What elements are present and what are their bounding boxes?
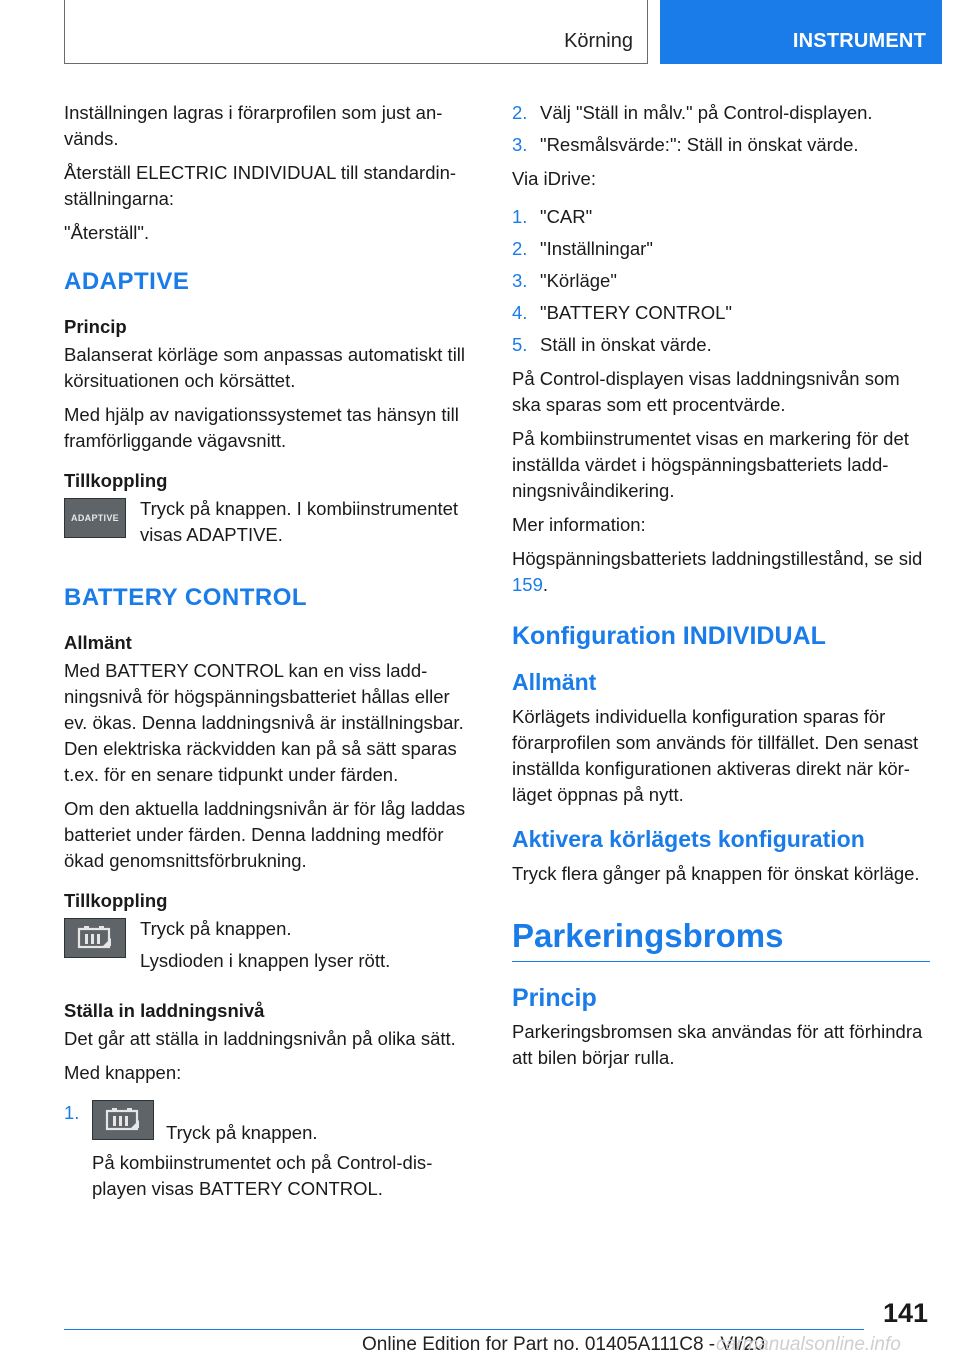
adaptive-activation-row: [64, 496, 478, 554]
battery-activation-heading: Tillkoppling: [64, 890, 168, 911]
battery-general-p1: Med BATTERY CONTROL kan en viss laddningsnivå för högspänningsbatteriet hållas eller ev. ökas. Denna laddningsnivå är inställningsbar. Den elektriska räckvidden kan på så sätt sparas t.ex. för en senare tidpunkt under färden.: [64, 660, 464, 785]
adaptive-activation-heading: Tillkoppling: [64, 470, 168, 491]
step-text: "Körläge": [540, 270, 617, 291]
step-text: Tryck på knappen.: [166, 1122, 318, 1143]
battery-icon: [103, 1107, 143, 1133]
step-number: 4.: [512, 302, 528, 323]
battery-activation-row: [64, 916, 478, 980]
step-number: 3.: [512, 270, 528, 291]
step-text: Välj "Ställ in målv." på Control-displayen.: [540, 102, 873, 123]
list-item: [512, 132, 930, 158]
header-chapter-tab: [660, 0, 942, 64]
intro-paragraph-2: Återställ ELECTRIC INDIVIDUAL till standardinställningarna:: [64, 162, 457, 209]
config-general-p: Körlägets individuella konfiguration sparas för förarprofilen som används för tillfället. Den senast inställda konfigurationen aktiveras direkt när körläget öppnas på nytt.: [512, 706, 919, 805]
battery-button-icon-step: [92, 1100, 154, 1140]
adaptive-principle-p1: Balanserat körläge som anpassas automatiskt till körsituationen och körsättet.: [64, 344, 466, 391]
footer-divider: [64, 1329, 864, 1330]
step-number: 1.: [512, 206, 528, 227]
steps-list-b: [512, 204, 930, 358]
parking-principle-heading: Princip: [512, 984, 597, 1012]
step-text: "Inställningar": [540, 238, 653, 259]
activate-config-heading: Aktivera körlägets konfiguration: [512, 826, 865, 852]
page-reference-link[interactable]: 159: [512, 574, 543, 595]
right-paragraph-1: På Control-displayen visas laddningsnivån som ska sparas som ett procentvärde.: [512, 368, 900, 415]
set-level-steps: [64, 1100, 478, 1202]
step-text: "BATTERY CONTROL": [540, 302, 733, 323]
footer-edition: Online Edition for Part no. 01405A111C8 - VI/20: [362, 1334, 765, 1355]
battery-activation-text-1: Tryck på knappen.: [140, 918, 292, 939]
page-number: 141: [882, 1298, 928, 1328]
step-text: "CAR": [540, 206, 593, 227]
list-item: [512, 100, 930, 126]
step-number: 3.: [512, 134, 528, 155]
list-item: [512, 268, 930, 294]
header-section-tab: [64, 0, 648, 64]
right-paragraph-4: [512, 546, 930, 598]
config-general-heading: Allmänt: [512, 669, 597, 695]
battery-general-p2: Om den aktuella laddningsnivån är för låg laddas batteriet under färden. Denna laddning medför ökad genomsnittsförbrukning.: [64, 798, 466, 871]
header-section-label: Körning: [564, 30, 633, 52]
left-column: [64, 100, 478, 1210]
via-idrive: Via iDrive:: [512, 168, 596, 189]
header-chapter-label: INSTRUMENT: [792, 30, 926, 52]
step-text: "Resmålsvärde:": Ställ in önskat värde.: [540, 134, 859, 155]
adaptive-heading: ADAPTIVE: [64, 268, 190, 295]
set-level-p1: Det går att ställa in laddningsnivån på olika sätt.: [64, 1028, 456, 1049]
right-column: [512, 100, 930, 1079]
parking-principle-p: Parkeringsbromsen ska användas för att förhindra att bilen börjar rulla.: [512, 1021, 923, 1068]
step-text: Ställ in önskat värde.: [540, 334, 712, 355]
reference-text: Högspänningsbatteriets laddningstillestånd, se sid: [512, 548, 923, 569]
step-continuation: På kombiinstrumentet och på Control-displayen visas BATTERY CONTROL.: [92, 1152, 433, 1199]
list-item: [512, 204, 930, 230]
step-number: 2.: [512, 102, 528, 123]
battery-icon: [75, 925, 115, 951]
step-number: 2.: [512, 238, 528, 259]
battery-button-icon: [64, 918, 126, 958]
adaptive-principle-p2: Med hjälp av navigationssystemet tas hänsyn till framförliggande vägavsnitt.: [64, 404, 459, 451]
intro-paragraph-1: Inställningen lagras i förarprofilen som just används.: [64, 102, 443, 149]
steps-list-a: [512, 100, 930, 158]
battery-control-heading: BATTERY CONTROL: [64, 584, 308, 611]
step-number: 5.: [512, 334, 528, 355]
list-item: [512, 300, 930, 326]
battery-general-heading: Allmänt: [64, 632, 132, 653]
config-heading: Konfiguration INDIVIDUAL: [512, 622, 826, 650]
right-paragraph-2: På kombiinstrumentet visas en markering för det inställda värdet i högspänningsbatteriets laddningsnivåindikering.: [512, 428, 909, 501]
reference-end: .: [542, 574, 549, 595]
set-level-heading: Ställa in laddningsnivå: [64, 1000, 265, 1021]
step-number: 1.: [64, 1102, 80, 1123]
activate-config-p: Tryck flera gånger på knappen för önskat körläge.: [512, 863, 920, 884]
adaptive-button-label: ADAPTIVE: [71, 513, 119, 523]
list-item: [512, 236, 930, 262]
battery-activation-text-2: Lysdioden i knappen lyser rött.: [140, 950, 391, 971]
intro-paragraph-3: "Återställ".: [64, 222, 150, 243]
list-item: [64, 1100, 478, 1202]
parking-brake-heading: Parkeringsbroms: [512, 917, 930, 962]
adaptive-principle-heading: Princip: [64, 316, 127, 337]
adaptive-button-icon: [64, 498, 126, 538]
set-level-p2: Med knappen:: [64, 1062, 182, 1083]
list-item: [512, 332, 930, 358]
adaptive-activation-text: Tryck på knappen. I kombiinstrumentet visas ADAPTIVE.: [140, 498, 459, 545]
watermark: carmanualsonline.info: [716, 1334, 901, 1355]
right-paragraph-3: Mer information:: [512, 514, 646, 535]
